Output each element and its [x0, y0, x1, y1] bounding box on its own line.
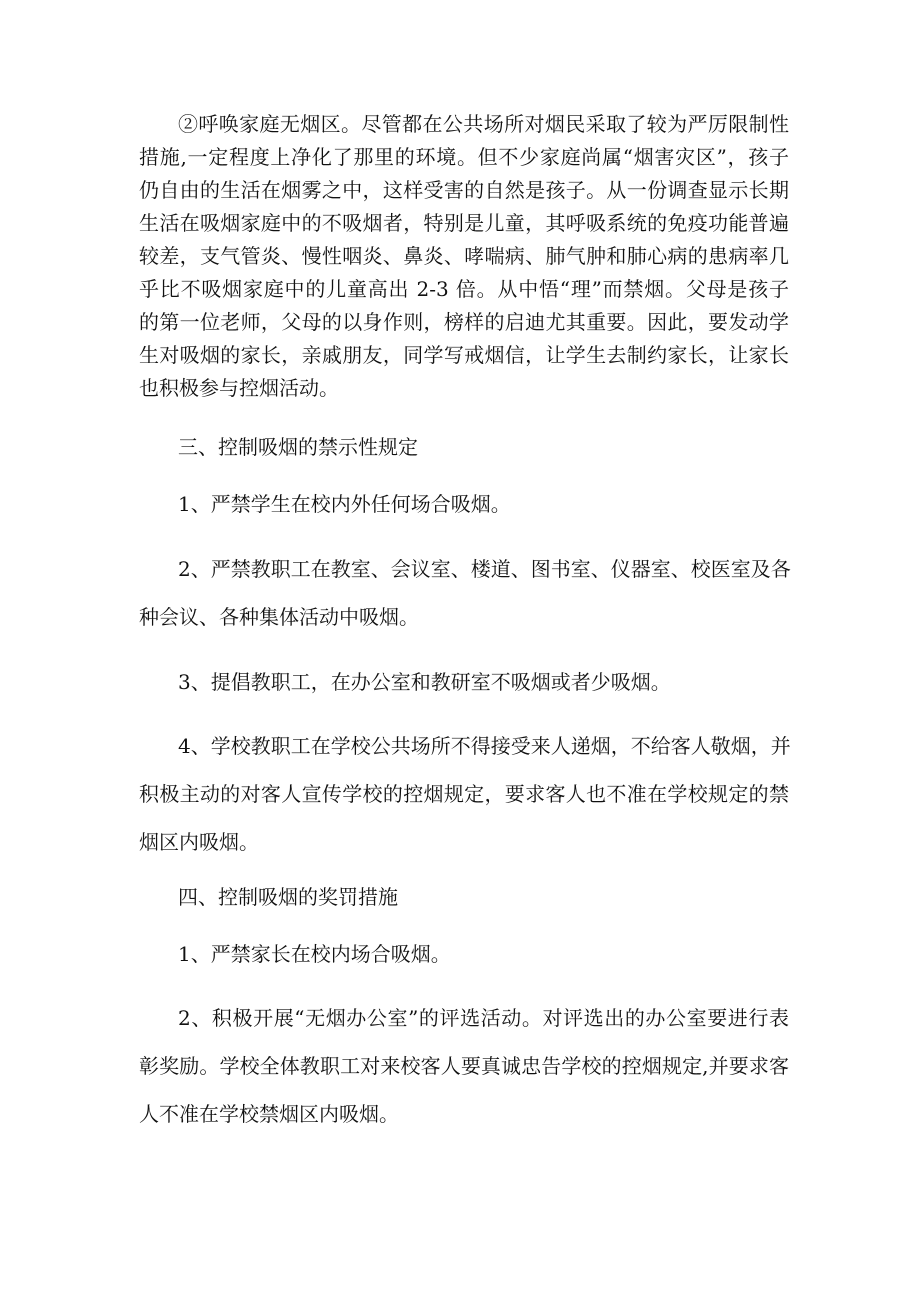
paragraph-line: 仍自由的生活在烟雾之中，这样受害的自然是孩子。从一份调查显示长期	[139, 178, 789, 202]
paragraph-line: 的第一位老师，父母的以身作则，榜样的启迪尤其重要。因此，要发动学	[139, 310, 789, 334]
section-heading: 四、控制吸烟的奖罚措施	[178, 885, 398, 909]
list-item-line: 2、严禁教职工在教室、会议室、楼道、图书室、仪器室、校医室及各	[178, 557, 791, 581]
list-item-line: 种会议、各种集体活动中吸烟。	[139, 605, 419, 629]
paragraph-line: 生对吸烟的家长，亲戚朋友，同学写戒烟信，让学生去制约家长，让家长	[139, 343, 789, 367]
paragraph-line: ②呼唤家庭无烟区。尽管都在公共场所对烟民采取了较为严厉限制性	[178, 112, 789, 136]
paragraph-line: 较差，支气管炎、慢性咽炎、鼻炎、哮喘病、肺气肿和肺心病的患病率几	[139, 244, 789, 268]
paragraph-line: 也积极参与控烟活动。	[139, 376, 339, 400]
list-item-line: 1、严禁家长在校内场合吸烟。	[178, 942, 451, 966]
section-heading: 三、控制吸烟的禁示性规定	[178, 435, 418, 459]
list-item-line: 彰奖励。学校全体教职工对来校客人要真诚忠告学校的控烟规定,并要求客	[139, 1054, 789, 1078]
list-item-line: 人不准在学校禁烟区内吸烟。	[139, 1102, 399, 1126]
list-item-line: 积极主动的对客人宣传学校的控烟规定，要求客人也不准在学校规定的禁	[139, 782, 789, 806]
paragraph-line: 乎比不吸烟家庭中的儿童高出 2-3 倍。从中悟“理”而禁烟。父母是孩子	[139, 277, 789, 301]
list-item-line: 4、学校教职工在学校公共场所不得接受来人递烟，不给客人敬烟，并	[178, 734, 791, 758]
paragraph-line: 措施,一定程度上净化了那里的环境。但不少家庭尚属“烟害灾区”，孩子	[139, 145, 789, 169]
list-item-line: 3、提倡教职工，在办公室和教研室不吸烟或者少吸烟。	[178, 670, 671, 694]
list-item-line: 2、积极开展“无烟办公室”的评选活动。对评选出的办公室要进行表	[178, 1006, 789, 1030]
list-item-line: 烟区内吸烟。	[139, 830, 259, 854]
paragraph-line: 生活在吸烟家庭中的不吸烟者，特别是儿童，其呼吸系统的免疫功能普遍	[139, 211, 789, 235]
list-item-line: 1、严禁学生在校内外任何场合吸烟。	[178, 492, 511, 516]
